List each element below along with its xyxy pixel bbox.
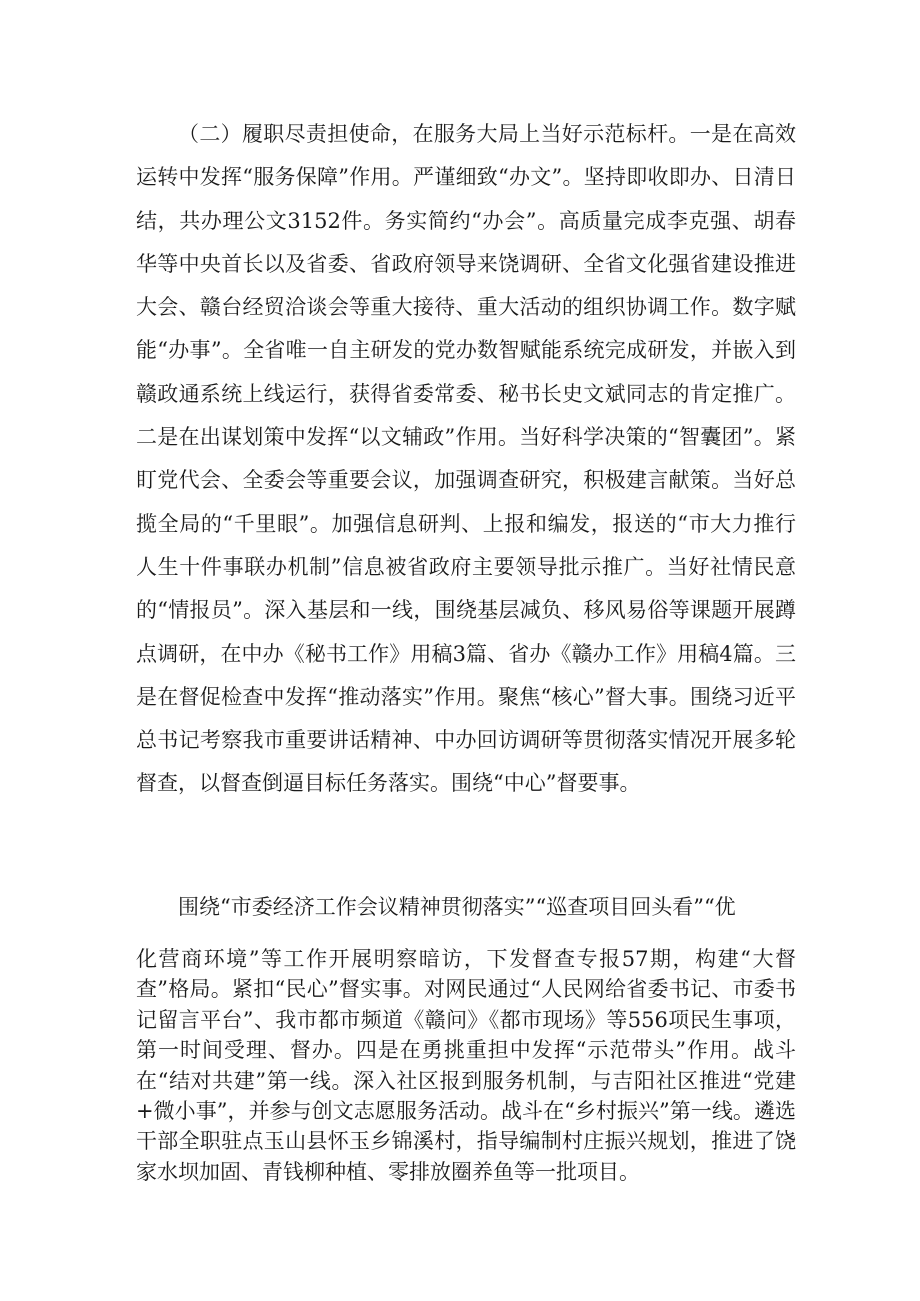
body-paragraph-2-first-line: 围绕“市委经济工作会议精神贯彻落实”“巡查项目回头看”“优 xyxy=(178,895,736,919)
body-paragraph-1: （二）履职尽责担使命，在服务大局上当好示范标杆。一是在高效运转中发挥“服务保障”作用。严谨细致“办文”。坚持即收即办、日清日结，共办理公文3152件。务实简约“办会”。高质量完成李克强、胡春华等中央首长以及省委、省政府领导来饶调研、全省文化强省建设推进大会、赣台经贸洽谈会等重大接待、重大活动的组织协调工作。数字赋能“办事”。全省唯一自主研发的党办数智赋能系统完成研发，并嵌入到赣政通系统上线运行，获得省委常委、秘书长史文斌同志的肯定推广。二是在出谋划策中发挥“以文辅政”作用。当好科学决策的“智囊团”。紧盯党代会、全委会等重要会议，加强调查研究，积极建言献策。当好总揽全局的“千里眼”。加强信息研判、上报和编发，报送的“市大力推行人生十件事联办机制”信息被省政府主要领导批示推广。当好社情民意的“情报员”。深入基层和一线，围绕基层减负、移风易俗等课题开展蹲点调研，在中办《秘书工作》用稿3篇、省办《赣办工作》用稿4篇。三是在督促检查中发挥“推动落实”作用。聚焦“核心”督大事。围绕习近平总书记考察我市重要讲话精神、中办回访调研等贯彻落实情况开展多轮督查，以督查倒逼目标任务落实。围绕“中心”督要事。 xyxy=(136,122,796,796)
body-paragraph-2-continuation: 化营商环境”等工作开展明察暗访，下发督查专报57期，构建“大督查”格局。紧扣“民心”督实事。对网民通过“人民网给省委书记、市委书记留言平台”、我市都市频道《赣问》《都市现场》等556项民生事项，第一时间受理、督办。四是在勇挑重担中发挥“示范带头”作用。战斗在“结对共建”第一线。深入社区报到服务机制，与吉阳社区推进“党建+微小事”，并参与创文志愿服务活动。战斗在“乡村振兴”第一线。遴选干部全职驻点玉山县怀玉乡锦溪村，指导编制村庄振兴规划，推进了饶家水坝加固、青钱柳种植、零排放圈养鱼等一批项目。 xyxy=(136,947,796,1184)
